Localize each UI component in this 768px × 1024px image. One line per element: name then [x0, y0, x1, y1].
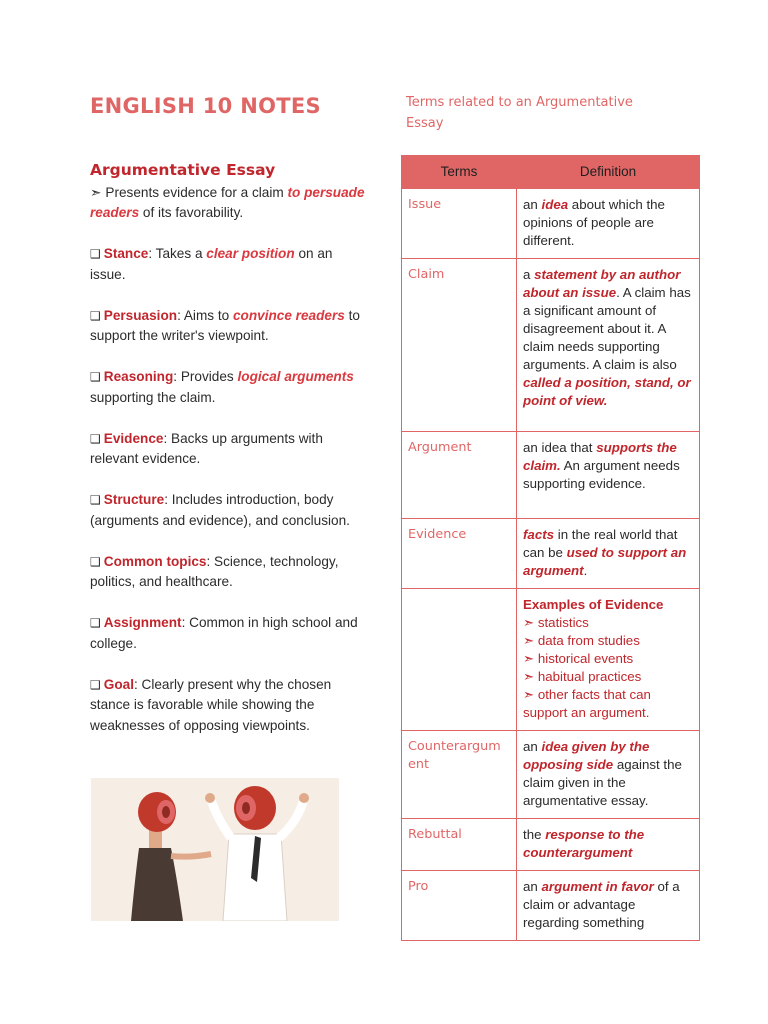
definition-text: .: [583, 563, 588, 578]
checkbox-icon: ❑: [90, 308, 101, 323]
definition-text: an: [523, 879, 542, 894]
debate-illustration: [91, 778, 339, 921]
table-header-row: [402, 156, 700, 189]
table-row: [402, 589, 700, 731]
arrow-icon: ➣: [523, 687, 538, 702]
definition-text: an idea that: [523, 440, 597, 455]
definition-text: about which the opinions of people are different.: [523, 197, 665, 248]
table-row: [402, 189, 700, 259]
term-cell: [402, 589, 517, 731]
checkbox-icon: ❑: [90, 677, 101, 692]
debate-illustration-svg: [91, 778, 339, 921]
definition-cell: [517, 189, 700, 259]
column-header-terms: Terms: [402, 156, 517, 189]
checkbox-icon: ❑: [90, 554, 101, 569]
term-cell: Issue: [402, 189, 517, 259]
note-text-end: to support the writer's viewpoint.: [90, 307, 360, 343]
example-item: [523, 614, 693, 632]
definition-emphasis: statement by an author about an issue: [523, 267, 681, 300]
note-item: [90, 306, 370, 347]
table-title: Terms related to an Argumentative Essay: [406, 95, 633, 131]
table-row: [402, 731, 700, 819]
note-emphasis: convince readers: [232, 307, 345, 323]
note-item: [90, 675, 370, 737]
example-text: data from studies: [537, 633, 640, 648]
arrow-icon: ➣: [523, 615, 538, 630]
note-emphasis: clear position: [206, 246, 295, 261]
note-label: Evidence: [103, 430, 164, 446]
definition-emphasis: called a position, stand, or point of view.: [523, 375, 691, 408]
checkbox-icon: ❑: [90, 370, 101, 384]
term-cell: Evidence: [402, 519, 517, 589]
definition-text: of a claim or advantage regarding something: [523, 879, 680, 930]
intro-paragraph: [90, 183, 370, 224]
definition-text: an: [523, 739, 542, 754]
definition-text: an: [523, 197, 542, 212]
term-cell: Rebuttal: [402, 819, 517, 871]
term-cell: Argument: [402, 432, 517, 519]
definition-emphasis: response to the counterargument: [523, 827, 645, 860]
definition-cell: [517, 589, 700, 731]
note-text: : Backs up arguments with relevant evidence.: [90, 430, 323, 466]
definition-emphasis: used to support an argument: [523, 545, 687, 578]
note-item: [90, 490, 370, 531]
definition-cell: [517, 871, 700, 941]
notes-column: [90, 160, 370, 757]
table-row: [402, 819, 700, 871]
table-row: [402, 259, 700, 432]
definition-cell: [517, 519, 700, 589]
definition-emphasis: idea: [541, 197, 569, 212]
table-row: [402, 519, 700, 589]
definition-cell: [517, 819, 700, 871]
note-item: [90, 244, 370, 285]
note-text: : Clearly present why the chosen stance is favorable while showing the weaknesses of opposing viewpoints.: [90, 676, 332, 733]
definition-text: the: [523, 827, 546, 842]
terms-table: [401, 155, 700, 941]
definition-emphasis: argument in favor: [541, 879, 654, 894]
term-cell: Claim: [402, 259, 517, 432]
example-text: statistics: [537, 615, 589, 630]
arrow-icon: ➣: [523, 651, 538, 666]
checkbox-icon: ❑: [90, 431, 101, 446]
definition-cell: [517, 259, 700, 432]
definition-emphasis: supports the claim.: [523, 440, 677, 473]
column-header-definition: Definition: [517, 156, 700, 189]
arrow-icon: ➣: [523, 669, 538, 684]
example-text: habitual practices: [537, 669, 642, 684]
checkbox-icon: ❑: [90, 247, 101, 261]
example-item: [523, 632, 693, 650]
checkbox-icon: ❑: [90, 493, 101, 507]
note-item: [90, 367, 370, 408]
arrow-icon: ➣: [90, 184, 102, 200]
note-text: : Includes introduction, body (arguments and evidence), and conclusion.: [90, 492, 350, 528]
intro-text: Presents evidence for a claim: [105, 184, 288, 200]
note-text-end: supporting the claim.: [90, 389, 216, 405]
note-label: Persuasion: [103, 307, 178, 323]
note-label: Stance: [103, 246, 149, 261]
section-heading: Argumentative Essay: [90, 161, 276, 179]
definition-text: in the real world that can be: [523, 527, 678, 560]
term-cell: Pro: [402, 871, 517, 941]
intro-text-end: of its favorability.: [139, 205, 244, 220]
example-text: other facts that can support an argument.: [523, 687, 651, 720]
page-title: ENGLISH 10 NOTES: [90, 94, 321, 118]
note-item: [90, 552, 370, 593]
definition-text: against the claim given in the argumentative essay.: [523, 757, 682, 808]
table-row: [402, 432, 700, 519]
note-label: Structure: [103, 492, 165, 507]
note-text: : Aims to: [177, 307, 233, 323]
note-item: [90, 613, 370, 654]
note-label: Goal: [103, 676, 134, 692]
definition-emphasis: idea given by the opposing side: [523, 739, 650, 772]
note-text-end: on an issue.: [90, 246, 333, 282]
note-text: : Common in high school and college.: [90, 615, 358, 651]
definition-emphasis: facts: [523, 527, 555, 542]
example-item: [523, 650, 693, 668]
note-text: : Science, technology, politics, and healthcare.: [90, 553, 339, 589]
note-label: Common topics: [103, 553, 207, 569]
checkbox-icon: ❑: [90, 616, 101, 630]
definition-cell: [517, 731, 700, 819]
note-label: Assignment: [103, 615, 182, 630]
examples-heading: Examples of Evidence: [523, 597, 664, 612]
definition-text: . A claim has a significant amount of disagreement about it. A claim needs supporting arguments. A claim is also: [523, 285, 691, 372]
note-item: [90, 429, 370, 470]
example-item: [523, 668, 693, 686]
note-text: : Provides: [173, 369, 238, 384]
note-text: : Takes a: [148, 246, 207, 261]
example-item: [523, 686, 693, 722]
definition-cell: [517, 432, 700, 519]
definition-text: a: [523, 267, 535, 282]
arrow-icon: ➣: [523, 633, 538, 648]
note-label: Reasoning: [103, 369, 174, 384]
intro-emphasis: to persuade readers: [90, 184, 365, 220]
note-emphasis: logical arguments: [237, 369, 354, 384]
example-text: historical events: [537, 651, 634, 666]
table-row: [402, 871, 700, 941]
definition-text: An argument needs supporting evidence.: [523, 458, 680, 491]
term-cell: Counterargum ent: [402, 731, 517, 819]
